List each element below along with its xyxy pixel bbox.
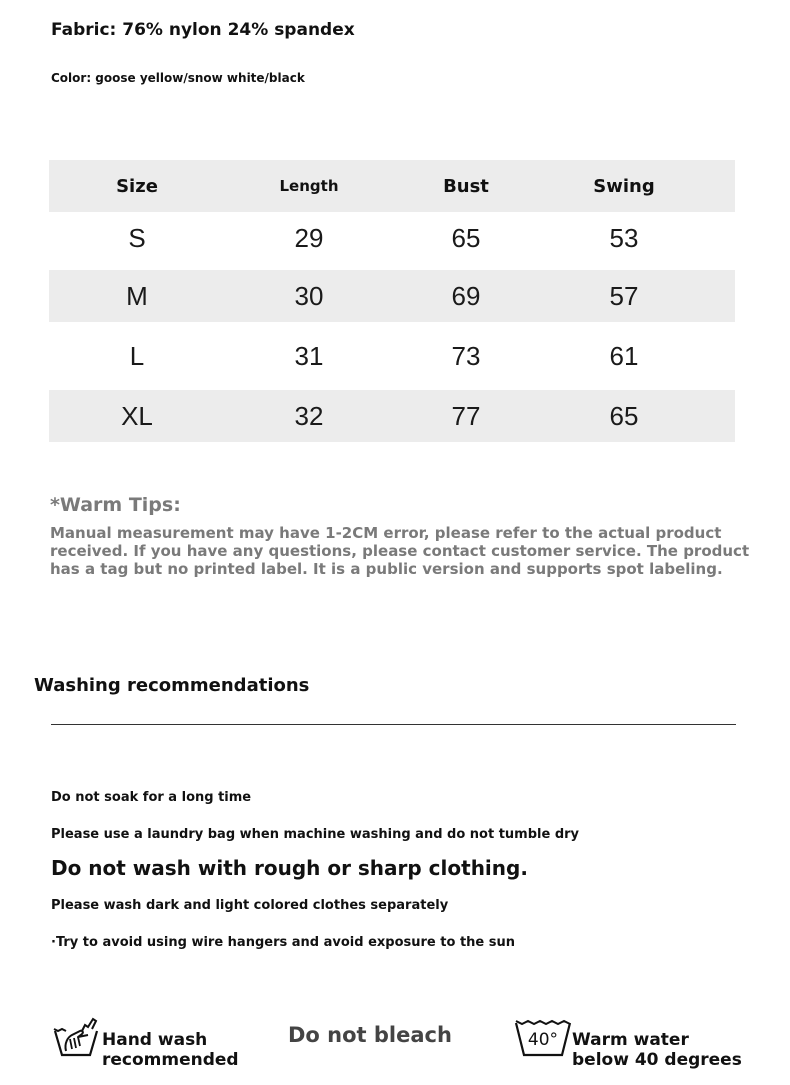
size-cell: L: [129, 340, 145, 371]
bust-cell: 69: [451, 280, 481, 311]
hand-wash-line: recommended: [102, 1050, 239, 1070]
bust-cell: 73: [451, 340, 481, 371]
size-chart-table: [49, 160, 735, 442]
swing-cell: 61: [609, 340, 639, 371]
color-options: Color: goose yellow/snow white/black: [51, 71, 305, 85]
washing-tip: ·Try to avoid using wire hangers and avoid exposure to the sun: [51, 935, 516, 950]
washing-tip: Please wash dark and light colored clothes separately: [51, 898, 449, 913]
length-cell: 29: [294, 222, 324, 253]
wash-40-degrees-icon: [514, 1017, 572, 1059]
swing-cell: 65: [609, 400, 639, 431]
swing-cell: 53: [609, 222, 639, 253]
table-row: [49, 212, 735, 264]
table-row: [49, 270, 735, 322]
swing-cell: 57: [609, 280, 639, 311]
temperature-text: 40°: [527, 1030, 559, 1050]
length-cell: 30: [294, 280, 324, 311]
no-bleach-label: Do not bleach: [288, 1023, 452, 1047]
warm-tips-title: *Warm Tips:: [50, 494, 181, 516]
warm-tips-line: received. If you have any questions, please contact customer service. The product: [50, 542, 750, 560]
table-row: [49, 390, 735, 442]
hand-wash-label: [102, 1030, 239, 1070]
warm-water-line: Warm water: [572, 1030, 689, 1050]
size-cell: S: [128, 222, 146, 253]
washing-tip-emphasis: Do not wash with rough or sharp clothing.: [51, 856, 528, 880]
hand-wash-icon: [52, 1017, 100, 1057]
bust-cell: 65: [451, 222, 481, 253]
warm-tips-line: Manual measurement may have 1-2CM error, please refer to the actual product: [50, 524, 722, 542]
warm-tips-line: has a tag but no printed label. It is a public version and supports spot labeling.: [50, 560, 723, 578]
washing-tip: Do not soak for a long time: [51, 790, 252, 805]
hand-wash-line: Hand wash: [102, 1030, 208, 1050]
warm-tips-body: [50, 524, 750, 578]
size-cell: M: [126, 280, 148, 311]
header-size: Size: [116, 175, 158, 197]
warm-water-label: [572, 1030, 742, 1070]
fabric-composition: Fabric: 76% nylon 24% spandex: [51, 20, 355, 40]
length-cell: 32: [294, 400, 324, 431]
header-bust: Bust: [443, 175, 489, 197]
warm-water-line: below 40 degrees: [572, 1050, 742, 1070]
size-cell: XL: [121, 400, 153, 431]
length-cell: 31: [294, 340, 324, 371]
washing-tip: Please use a laundry bag when machine washing and do not tumble dry: [51, 827, 580, 842]
bust-cell: 77: [451, 400, 481, 431]
header-swing: Swing: [593, 175, 655, 197]
table-row: [49, 322, 735, 390]
washing-recommendations-title: Washing recommendations: [34, 675, 310, 696]
size-table-header-row: [49, 160, 735, 212]
header-length: Length: [279, 177, 339, 195]
section-divider: [51, 724, 736, 725]
